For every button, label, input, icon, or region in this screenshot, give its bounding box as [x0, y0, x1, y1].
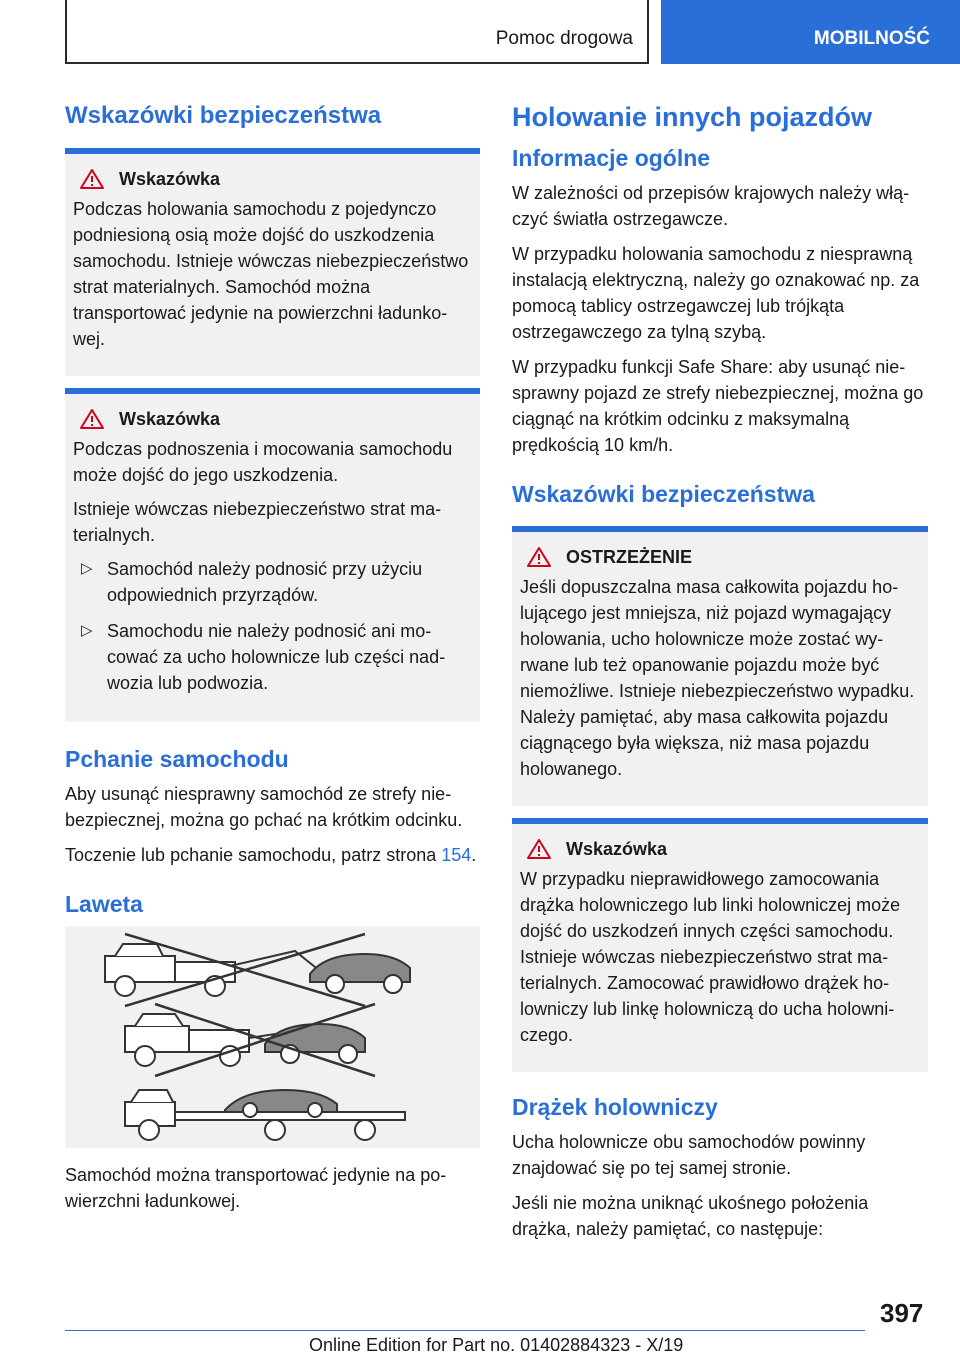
warning-box — [512, 526, 928, 806]
list-item — [73, 556, 472, 608]
push-reference — [65, 842, 480, 868]
footer-divider — [65, 1330, 865, 1331]
flatbed-truck-drawing — [125, 1090, 405, 1140]
notice-text: W przypadku nieprawidłowego zamocowania drążka holowniczego lub linki holowniczej może dojść do uszkodzeń innych części samochodu. Istnieje wówczas niebezpieczeństwo strat materialnych. Zamocować prawidłowo drążek holowniczy lub linkę holowniczą do ucha holowniczego. — [520, 869, 901, 1045]
warning-heading — [526, 546, 920, 568]
header-section-title: Pomoc drogowa — [495, 28, 633, 49]
list-item-text: Samochód należy podnosić przy użyciu odpowiednich przyrządów. — [107, 559, 423, 605]
left-section-title: Wskazówki bezpieczeństwa — [65, 102, 382, 129]
push-paragraph: Aby usunąć niesprawny samochód ze strefy niebezpiecznej, można go pchać na krótkim odcinku. — [65, 784, 463, 830]
notice-box-2 — [65, 388, 480, 722]
warning-triangle-icon — [526, 838, 552, 860]
notice-heading — [526, 838, 920, 860]
tow-bar-title: Drążek holowniczy — [512, 1094, 718, 1120]
notice-text: Podczas holowania samochodu z pojedynczo podniesioną osią może dojść do uszkodzenia samochodu. Istnieje wówczas niebezpieczeństwo strat materialnych. Samochód można transportować jedynie na powierzchni ładunkowej. — [73, 199, 469, 349]
notice-bullet-list — [73, 556, 472, 696]
transport-illustration — [65, 926, 480, 1148]
general-paragraph-3: W przypadku funkcji Safe Share: aby usunąć niesprawny pojazd ze strefy niebezpiecznej, można go ciągnąć na krótkim odcinku z maksymalną prędkością 10 km/h. — [512, 357, 924, 455]
reference-suffix: . — [471, 845, 477, 865]
tow-bar-paragraph-2: Jeśli nie można uniknąć ukośnego położenia drążka, należy pamiętać, co następuje: — [512, 1193, 869, 1239]
tow-truck-lifted-axle-drawing — [105, 934, 410, 1006]
list-item-text: Samochodu nie należy podnosić ani mocować za ucho holownicze lub części nadwozia lub podwozia. — [107, 621, 446, 693]
warning-triangle-icon — [526, 546, 552, 568]
page-link[interactable]: 154 — [441, 845, 472, 865]
right-section-title: Holowanie innych pojazdów — [512, 102, 873, 132]
tow-truck-rear-car-drawing — [125, 1004, 375, 1076]
notice-box-3 — [512, 818, 928, 1072]
triangle-bullet-icon: ▷ — [81, 560, 93, 577]
general-paragraph-1: W zależności od przepisów krajowych należy włączyć światła ostrzegawcze. — [512, 183, 910, 229]
right-safety-title: Wskazówki bezpieczeństwa — [512, 481, 815, 507]
left-column — [65, 102, 480, 1223]
laweta-section-title: Laweta — [65, 891, 143, 917]
notice-label: Wskazówka — [566, 838, 668, 859]
reference-text: Toczenie lub pchanie samochodu, patrz strona — [65, 845, 442, 865]
page-number: 397 — [880, 1298, 924, 1328]
right-column — [512, 102, 928, 1251]
general-info-title: Informacje ogólne — [512, 145, 711, 171]
tow-bar-paragraph-1: Ucha holownicze obu samochodów powinny znajdować się po tej samej stronie. — [512, 1132, 866, 1178]
header-frame — [65, 0, 649, 64]
footer-edition: Online Edition for Part no. 01402884323 - X/19 — [309, 1335, 684, 1355]
notice-heading — [79, 168, 472, 190]
laweta-caption: Samochód można transportować jedynie na powierzchni ładunkowej. — [65, 1165, 447, 1211]
notice-text: Istnieje wówczas niebezpieczeństwo strat materialnych. — [73, 499, 442, 545]
list-item — [73, 618, 472, 696]
warning-triangle-icon — [79, 168, 105, 190]
notice-heading — [79, 408, 472, 430]
general-paragraph-2: W przypadku holowania samochodu z niesprawną instalacją elektryczną, należy go oznakować np. za pomocą tablicy ostrzegawczej lub trójkąta ostrzegawczego za tylną szybą. — [512, 244, 920, 342]
warning-label: OSTRZEŻENIE — [566, 546, 693, 567]
notice-box-1 — [65, 148, 480, 376]
notice-label: Wskazówka — [119, 168, 221, 189]
triangle-bullet-icon: ▷ — [81, 622, 93, 639]
header-chapter-tab: MOBILNOŚĆ — [661, 0, 960, 64]
notice-text: Podczas podnoszenia i mocowania samochodu może dojść do jego uszkodzenia. — [73, 439, 453, 485]
warning-triangle-icon — [79, 408, 105, 430]
push-section-title: Pchanie samochodu — [65, 746, 289, 772]
warning-text: Jeśli dopuszczalna masa całkowita pojazdu holującego jest mniejsza, niż pojazd wymagający holowania, ucho holownicze może zostać wyrwane lub też opanowanie pojazdu może być niemożliwe. Istnieje niebezpieczeństwo wypadku. Należy pamiętać, aby masa całkowita pojazdu ciągnącego była większa, niż masa pojazdu holowanego. — [520, 577, 915, 779]
notice-label: Wskazówka — [119, 408, 221, 429]
